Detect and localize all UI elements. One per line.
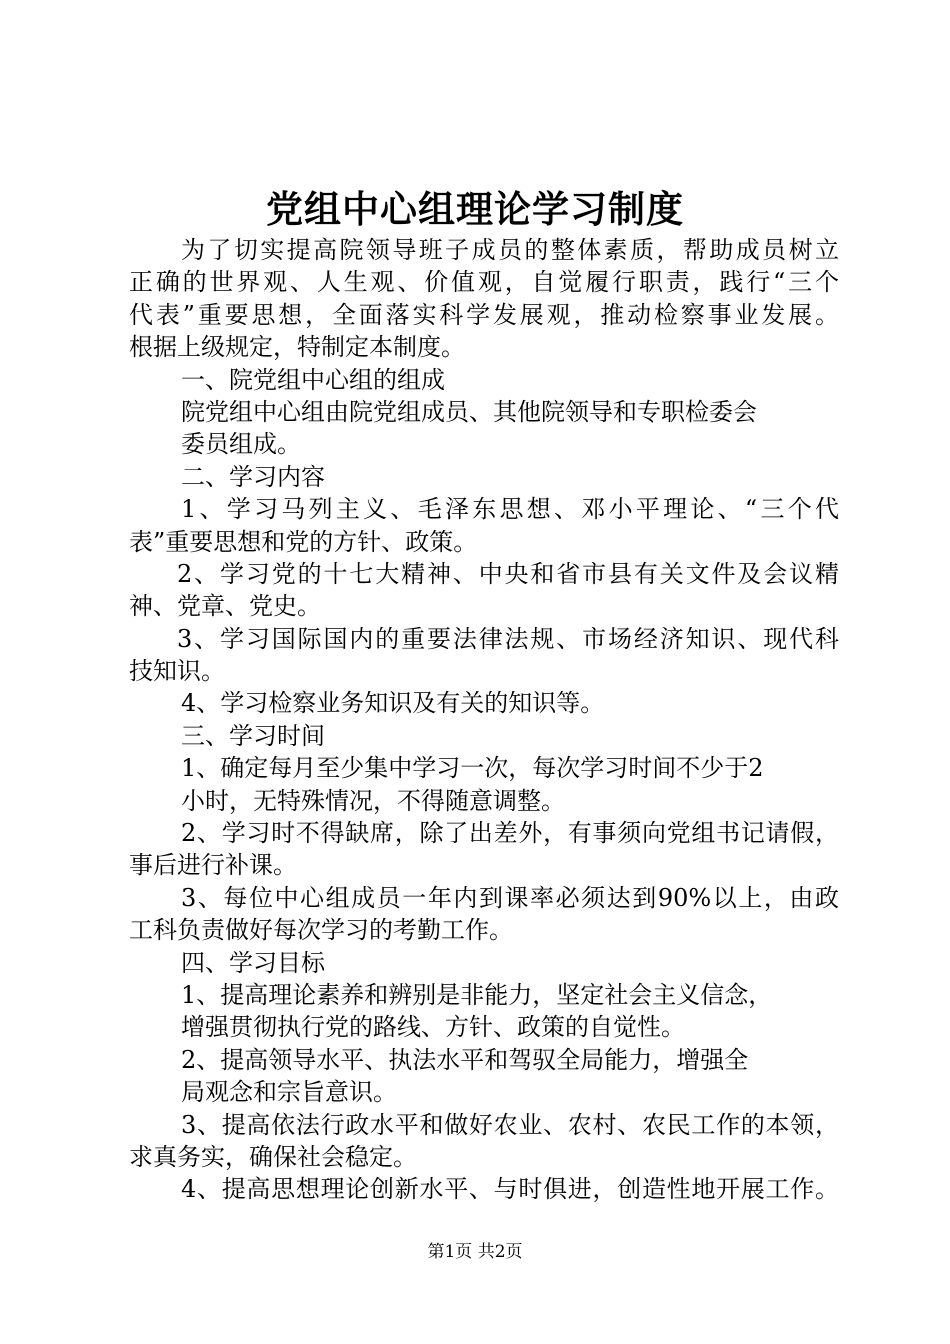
text-line: 3、提高依法行政水平和做好农业、农村、农民工作的本领， xyxy=(181,1110,839,1139)
text-line: 技知识。 xyxy=(129,657,225,686)
text-line: 4、提高思想理论创新水平、与时俱进，创造性地开展工作。 xyxy=(181,1175,839,1204)
text-line: 为了切实提高院领导班子成员的整体素质，帮助成员树立 xyxy=(181,236,839,264)
text-line: 求真务实，确保社会稳定。 xyxy=(129,1142,417,1171)
text-line: 1、提高理论素养和辨别是非能力，坚定社会主义信念， xyxy=(181,980,773,1009)
text-line: 2、提高领导水平、执法水平和驾驭全局能力，增强全 xyxy=(181,1045,749,1074)
section-heading: 二、学习内容 xyxy=(181,462,325,491)
section-heading: 一、院党组中心组的组成 xyxy=(181,365,445,394)
text-line: 工科负责做好每次学习的考勤工作。 xyxy=(129,916,513,945)
text-line: 根据上级规定，特制定本制度。 xyxy=(129,333,465,362)
text-line: 3、学习国际国内的重要法律法规、市场经济知识、现代科 xyxy=(177,624,839,653)
text-line: 2、学习时不得缺席，除了出差外，有事须向党组书记请假， xyxy=(181,819,839,848)
text-line: 院党组中心组由院党组成员、其他院领导和专职检委会 xyxy=(181,397,757,426)
text-line: 委员组成。 xyxy=(181,430,301,459)
text-line: 2、学习党的十七大精神、中央和省市县有关文件及会议精 xyxy=(177,559,839,588)
text-line: 4、学习检察业务知识及有关的知识等。 xyxy=(181,689,605,718)
text-line: 1、确定每月至少集中学习一次，每次学习时间不少于2 xyxy=(181,754,764,783)
document-title: 党组中心组理论学习制度 xyxy=(266,187,684,231)
document-body xyxy=(129,234,839,1206)
page-number-footer: 第1页 共2页 xyxy=(427,1242,523,1262)
text-line: 事后进行补课。 xyxy=(129,851,297,880)
section-heading: 四、学习目标 xyxy=(181,948,325,977)
text-line: 正确的世界观、人生观、价值观，自觉履行职责，践行“三个 xyxy=(129,268,839,297)
text-line: 表”重要思想和党的方针、政策。 xyxy=(129,527,478,556)
section-heading: 三、学习时间 xyxy=(181,721,325,750)
text-line: 增强贯彻执行党的路线、方针、政策的自觉性。 xyxy=(181,1013,685,1042)
text-line: 3、每位中心组成员一年内到课率必须达到90%以上，由政 xyxy=(181,883,839,912)
text-line: 神、党章、党史。 xyxy=(129,592,321,621)
text-line: 1、学习马列主义、毛泽东思想、邓小平理论、“三个代 xyxy=(181,495,839,524)
text-line: 小时，无特殊情况，不得随意调整。 xyxy=(181,786,565,815)
text-line: 代表”重要思想，全面落实科学发展观，推动检察事业发展。 xyxy=(129,300,839,329)
text-line: 局观念和宗旨意识。 xyxy=(181,1078,397,1107)
